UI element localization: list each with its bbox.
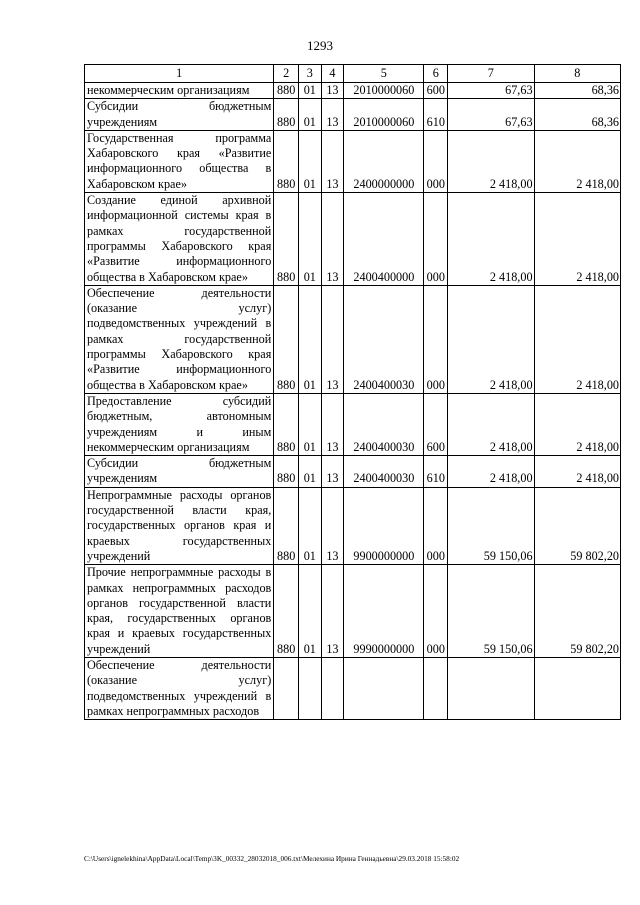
- table-row: [85, 565, 621, 658]
- column-header: 1: [85, 65, 274, 83]
- cell-c8: 68,36: [534, 99, 620, 131]
- row-description: Прочие непрограммные расходы в рамках непрограммных расходов органов государственной власти края, государственных органов края и краевых государственных учреждений: [85, 565, 274, 658]
- cell-c5: 2400400030: [344, 456, 424, 488]
- column-header: 4: [321, 65, 344, 83]
- cell-c8: 2 418,00: [534, 130, 620, 192]
- cell-c2: 880: [274, 99, 299, 131]
- table-row: [85, 487, 621, 564]
- row-description: Обеспечение деятельности (оказание услуг) подведомственных учреждений в рамках непрограммных расходов: [85, 657, 274, 719]
- row-description: Обеспечение деятельности (оказание услуг) подведомственных учреждений в рамках государственной программы Хабаровского края «Развитие информационного общества в Хабаровском крае»: [85, 285, 274, 393]
- cell-c5: 2400400000: [344, 193, 424, 286]
- cell-c2: 880: [274, 487, 299, 564]
- cell-c2: [274, 657, 299, 719]
- cell-c6: 600: [424, 393, 448, 455]
- cell-c7: 2 418,00: [448, 193, 534, 286]
- cell-c6: 000: [424, 285, 448, 393]
- cell-c8: [534, 657, 620, 719]
- cell-c2: 880: [274, 285, 299, 393]
- cell-c8: 59 802,20: [534, 565, 620, 658]
- cell-c2: 880: [274, 456, 299, 488]
- cell-c3: 01: [298, 130, 321, 192]
- page-number: 1293: [307, 38, 333, 53]
- table-row: [85, 193, 621, 286]
- row-description: Субсидии бюджетным учреждениям: [85, 456, 274, 488]
- cell-c7: 2 418,00: [448, 285, 534, 393]
- cell-c8: 2 418,00: [534, 456, 620, 488]
- cell-c8: 2 418,00: [534, 393, 620, 455]
- cell-c5: 2010000060: [344, 83, 424, 99]
- cell-c7: 67,63: [448, 83, 534, 99]
- table-row: [85, 456, 621, 488]
- column-header: 8: [534, 65, 620, 83]
- column-header: 6: [424, 65, 448, 83]
- cell-c7: 2 418,00: [448, 130, 534, 192]
- table-header-row: [85, 65, 621, 83]
- cell-c8: 2 418,00: [534, 193, 620, 286]
- cell-c3: 01: [298, 193, 321, 286]
- file-path-footer: C:\Users\ignelekhina\AppData\Local\Temp\3K_00332_28032018_006.txt\Мелехина Ирина Геннадьевна\29.03.2018 15:58:02: [84, 854, 460, 863]
- table-row: [85, 657, 621, 719]
- table-row: [85, 130, 621, 192]
- row-description: Создание единой архивной информационной системы края в рамках государственной программы Хабаровского края «Развитие информационного общества в Хабаровском крае»: [85, 193, 274, 286]
- cell-c7: [448, 657, 534, 719]
- cell-c5: 9990000000: [344, 565, 424, 658]
- cell-c2: 880: [274, 130, 299, 192]
- cell-c4: 13: [321, 193, 344, 286]
- column-header: 3: [298, 65, 321, 83]
- cell-c4: 13: [321, 285, 344, 393]
- cell-c8: 2 418,00: [534, 285, 620, 393]
- cell-c6: 000: [424, 130, 448, 192]
- cell-c4: 13: [321, 565, 344, 658]
- cell-c5: 2400400030: [344, 393, 424, 455]
- cell-c6: 610: [424, 99, 448, 131]
- cell-c3: 01: [298, 83, 321, 99]
- row-description: Государственная программа Хабаровского края «Развитие информационного общества в Хабаровском крае»: [85, 130, 274, 192]
- row-description: Субсидии бюджетным учреждениям: [85, 99, 274, 131]
- column-header: 7: [448, 65, 534, 83]
- cell-c8: 68,36: [534, 83, 620, 99]
- cell-c5: 9900000000: [344, 487, 424, 564]
- cell-c7: 2 418,00: [448, 456, 534, 488]
- cell-c4: 13: [321, 487, 344, 564]
- cell-c5: [344, 657, 424, 719]
- cell-c7: 59 150,06: [448, 565, 534, 658]
- cell-c3: 01: [298, 565, 321, 658]
- cell-c6: [424, 657, 448, 719]
- cell-c2: 880: [274, 565, 299, 658]
- cell-c3: 01: [298, 99, 321, 131]
- cell-c3: [298, 657, 321, 719]
- cell-c7: 59 150,06: [448, 487, 534, 564]
- row-description: Непрограммные расходы органов государственной власти края, государственных органов края и краевых государственных учреждений: [85, 487, 274, 564]
- table-row: [85, 285, 621, 393]
- table-row: [85, 393, 621, 455]
- column-header: 2: [274, 65, 299, 83]
- cell-c3: 01: [298, 285, 321, 393]
- cell-c4: 13: [321, 130, 344, 192]
- cell-c6: 610: [424, 456, 448, 488]
- cell-c2: 880: [274, 393, 299, 455]
- cell-c4: 13: [321, 393, 344, 455]
- cell-c6: 000: [424, 193, 448, 286]
- table-row: [85, 83, 621, 99]
- cell-c4: [321, 657, 344, 719]
- row-description: некоммерческим организациям: [85, 83, 274, 99]
- cell-c6: 000: [424, 565, 448, 658]
- cell-c2: 880: [274, 193, 299, 286]
- budget-table: [84, 64, 621, 720]
- cell-c4: 13: [321, 456, 344, 488]
- cell-c8: 59 802,20: [534, 487, 620, 564]
- cell-c4: 13: [321, 83, 344, 99]
- cell-c5: 2400000000: [344, 130, 424, 192]
- row-description: Предоставление субсидий бюджетным, автономным учреждениям и иным некоммерческим организациям: [85, 393, 274, 455]
- cell-c5: 2010000060: [344, 99, 424, 131]
- cell-c4: 13: [321, 99, 344, 131]
- cell-c3: 01: [298, 456, 321, 488]
- cell-c7: 67,63: [448, 99, 534, 131]
- cell-c3: 01: [298, 393, 321, 455]
- cell-c6: 600: [424, 83, 448, 99]
- column-header: 5: [344, 65, 424, 83]
- cell-c2: 880: [274, 83, 299, 99]
- cell-c5: 2400400030: [344, 285, 424, 393]
- cell-c7: 2 418,00: [448, 393, 534, 455]
- table-row: [85, 99, 621, 131]
- cell-c3: 01: [298, 487, 321, 564]
- cell-c6: 000: [424, 487, 448, 564]
